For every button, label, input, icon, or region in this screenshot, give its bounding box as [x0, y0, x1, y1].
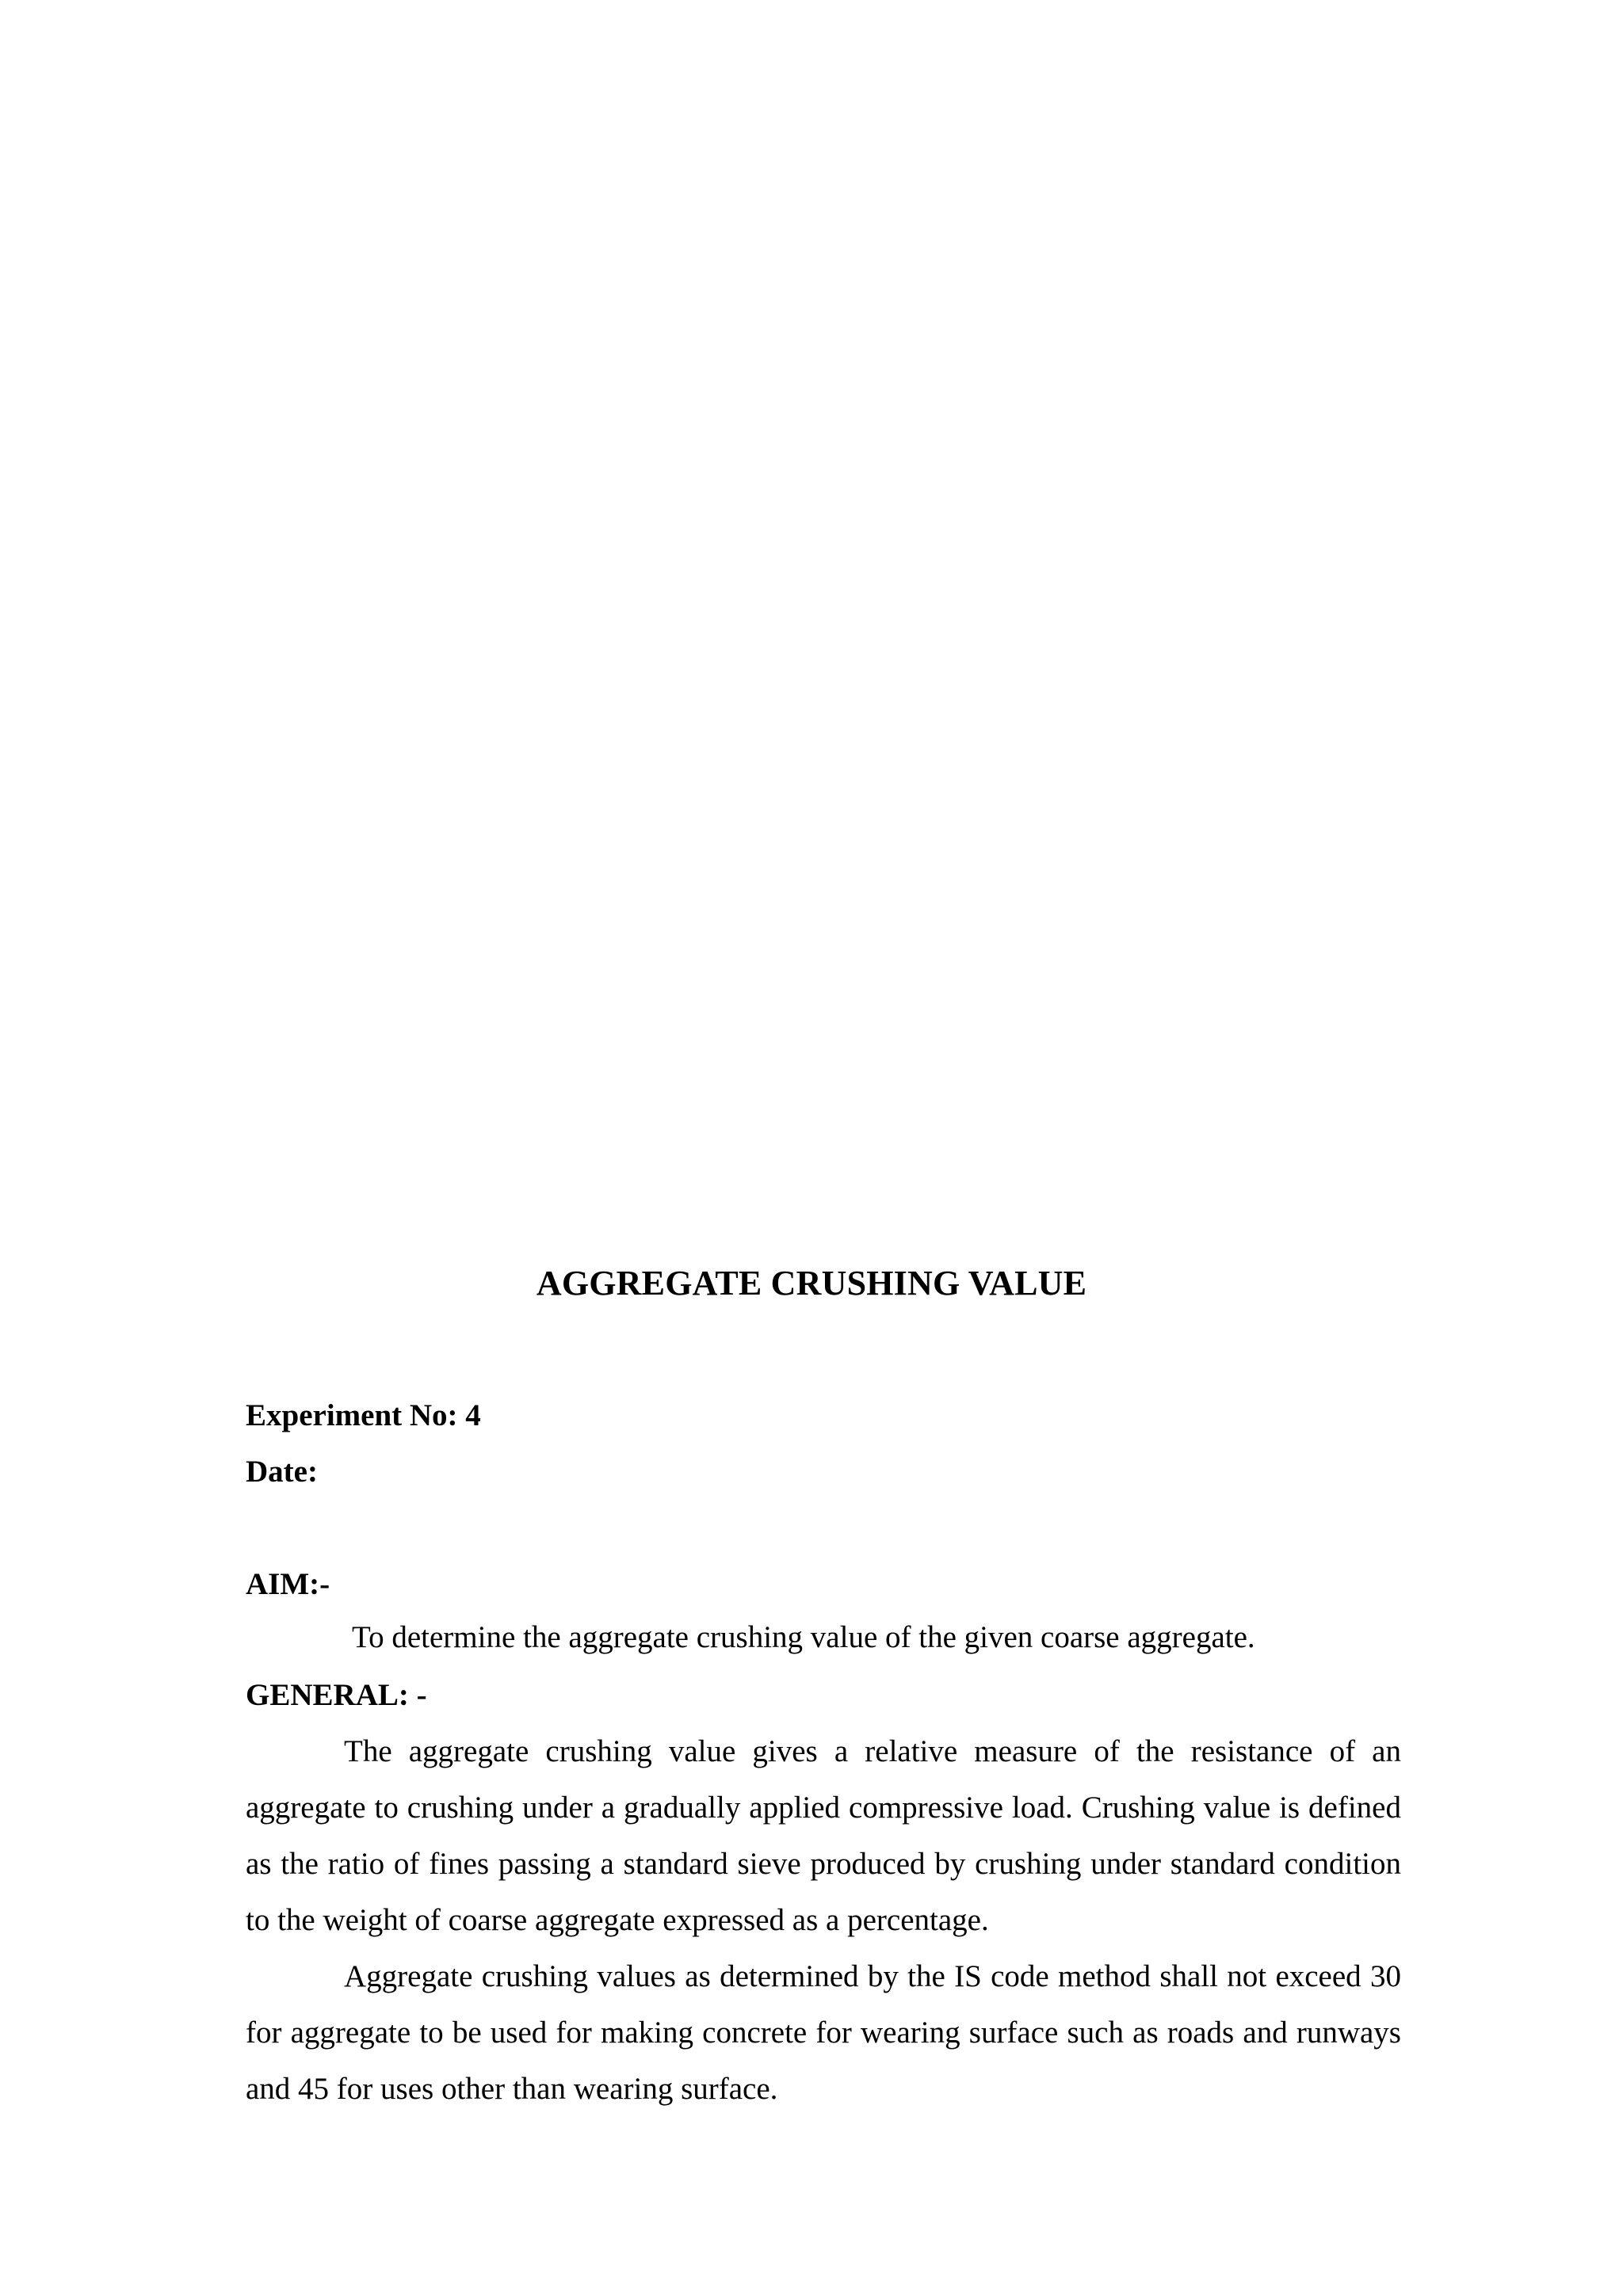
general-paragraph-2: Aggregate crushing values as determined by the IS code method shall not exceed 30 for aggregate to be used for making concrete for wearing surface such as roads and runways and 45 for uses other than wearing surface. [246, 1959, 1401, 2106]
experiment-number: Experiment No: 4 [246, 1398, 481, 1432]
general-heading: GENERAL: - [246, 1678, 427, 1712]
aim-heading: AIM:- [246, 1567, 330, 1601]
aim-text: To determine the aggregate crushing value of the given coarse aggregate. [352, 1620, 1255, 1654]
date-label: Date: [246, 1455, 318, 1489]
general-paragraph-1: The aggregate crushing value gives a relative measure of the resistance of an aggregate to crushing under a gradually applied compressive load. Crushing value is defined as the ratio of fines passing a standard sieve produced by crushing under standard condition to the weight of coarse aggregate expressed as a percentage. [246, 1734, 1401, 1937]
document-title: AGGREGATE CRUSHING VALUE [536, 1264, 1087, 1302]
